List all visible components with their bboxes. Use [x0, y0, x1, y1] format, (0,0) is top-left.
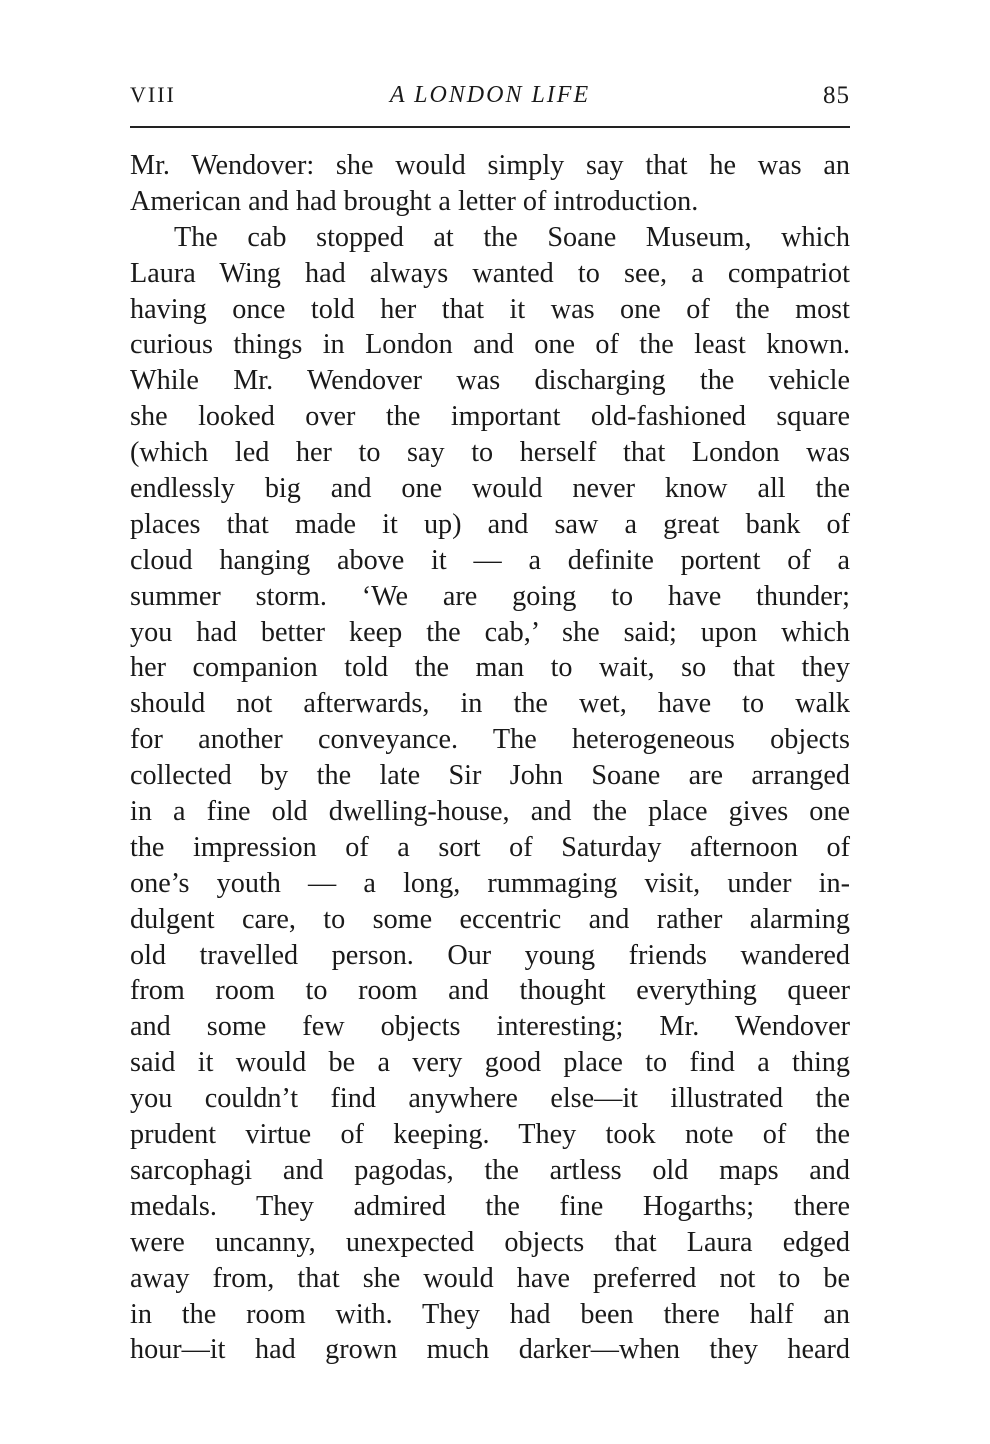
text-line: her companion told the man to wait, so that they	[130, 652, 850, 684]
text-line: prudent virtue of keeping. They took note of the	[130, 1119, 850, 1151]
text-line: away from, that she would have preferred not to be	[130, 1262, 850, 1294]
text-line: (which led her to say to herself that London was	[130, 437, 850, 469]
text-line: The cab stopped at the Soane Museum, which	[174, 221, 850, 253]
text-line: you couldn’t find anywhere else—it illustrated the	[130, 1083, 850, 1115]
text-line: sarcophagi and pagodas, the artless old maps and	[130, 1154, 850, 1186]
text-line: summer storm. ‘We are going to have thunder;	[130, 580, 850, 612]
text-line: you had better keep the cab,’ she said; upon which	[130, 616, 850, 648]
text-line: in a fine old dwelling-house, and the place gives one	[130, 796, 850, 828]
text-line: curious things in London and one of the least known.	[130, 329, 850, 361]
text-line: one’s youth — a long, rummaging visit, under in-	[130, 867, 850, 899]
text-line: she looked over the important old-fashioned square	[130, 401, 850, 433]
text-line: said it would be a very good place to find a thing	[130, 1047, 850, 1079]
text-line: American and had brought a letter of introduction.	[130, 185, 699, 217]
text-line: the impression of a sort of Saturday afternoon of	[130, 831, 850, 863]
text-line: collected by the late Sir John Soane are arranged	[130, 760, 850, 792]
text-line: Mr. Wendover: she would simply say that he was an	[130, 150, 850, 181]
text-line: endlessly big and one would never know all the	[130, 473, 850, 505]
text-line: Laura Wing had always wanted to see, a compatriot	[130, 257, 850, 289]
body-text	[130, 148, 850, 1368]
text-line: cloud hanging above it — a definite portent of a	[130, 544, 850, 576]
text-line: should not afterwards, in the wet, have to walk	[130, 688, 850, 720]
book-title: A LONDON LIFE	[389, 82, 591, 108]
text-line: having once told her that it was one of the most	[130, 293, 850, 325]
text-line: in the room with. They had been there half an	[130, 1298, 850, 1330]
text-line: medals. They admired the fine Hogarths; there	[130, 1190, 850, 1222]
text-line: and some few objects interesting; Mr. Wendover	[130, 1011, 850, 1043]
text-line: places that made it up) and saw a great bank of	[130, 508, 850, 540]
text-line: from room to room and thought everything queer	[130, 975, 850, 1007]
page-number: 85	[823, 82, 850, 109]
text-line: hour—it had grown much darker—when they heard	[130, 1334, 850, 1366]
chapter-number: VIII	[130, 82, 176, 107]
header-rule	[130, 126, 850, 128]
text-line: old travelled person. Our young friends wandered	[130, 939, 850, 971]
running-head	[130, 78, 850, 118]
text-line: for another conveyance. The heterogeneous objects	[130, 724, 850, 756]
text-line: While Mr. Wendover was discharging the vehicle	[130, 365, 850, 397]
text-line: dulgent care, to some eccentric and rather alarming	[130, 903, 850, 935]
text-line: were uncanny, unexpected objects that Laura edged	[130, 1226, 850, 1258]
